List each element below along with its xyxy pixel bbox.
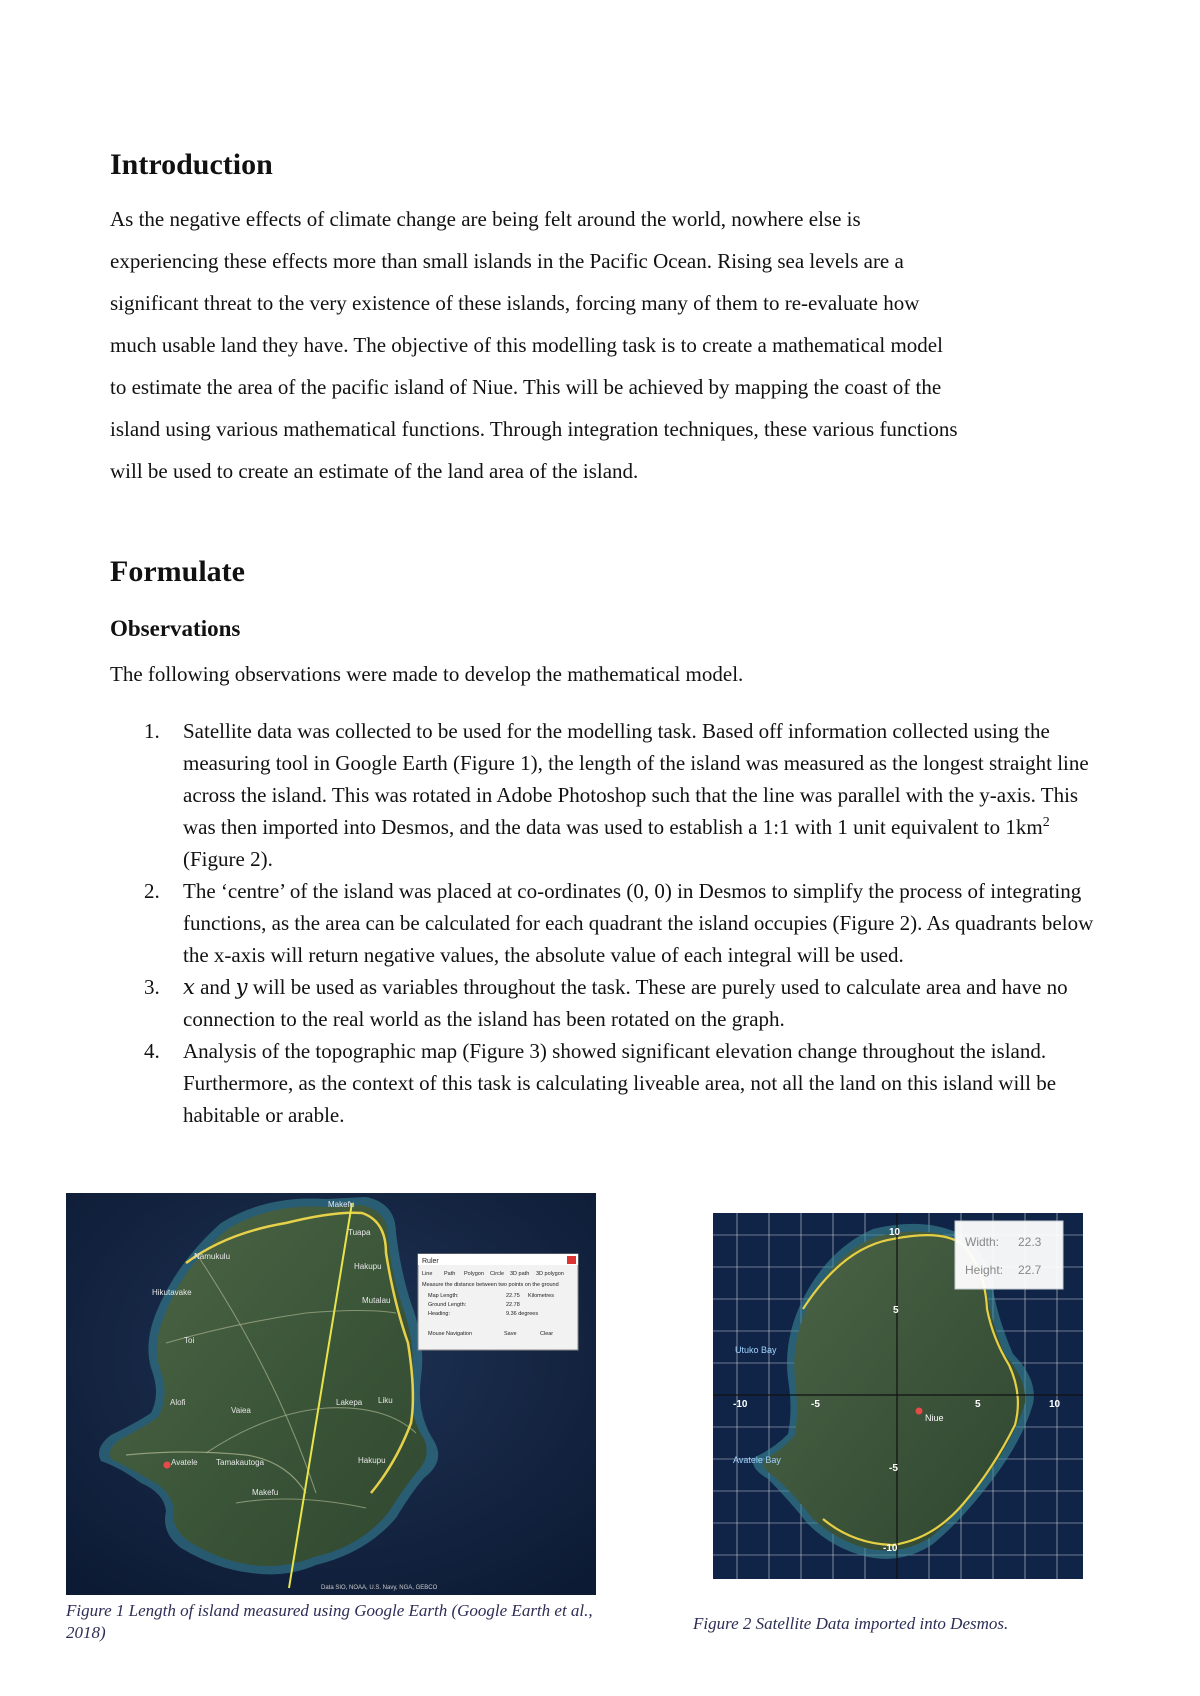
- bay-label: Utuko Bay: [735, 1345, 777, 1355]
- ruler-row-label: Map Length:: [428, 1293, 459, 1299]
- observations-lead: The following observations were made to develop the mathematical model.: [110, 662, 744, 686]
- dimensions-box: [955, 1221, 1063, 1289]
- place-label: Hikutavake: [152, 1288, 192, 1297]
- formulate-heading: Formulate: [110, 555, 245, 588]
- ruler-button[interactable]: Clear: [540, 1331, 554, 1337]
- place-label: Niue: [925, 1413, 944, 1423]
- place-label: Hakupu: [358, 1456, 386, 1465]
- height-label: Height:: [965, 1263, 1004, 1277]
- observation-text: will be used as variables throughout the task. These are purely used to calculate area and have no connection to the real world as the island has been rotated on the graph.: [183, 975, 1068, 1031]
- tick-label: 10: [889, 1227, 901, 1238]
- height-value: 22.7: [1018, 1263, 1042, 1277]
- ruler-tab[interactable]: Circle: [490, 1271, 505, 1277]
- ruler-button[interactable]: Save: [504, 1331, 517, 1337]
- ruler-tab[interactable]: Polygon: [464, 1271, 484, 1277]
- figure-2-image: [693, 1199, 1088, 1581]
- width-label: Width:: [965, 1235, 1000, 1249]
- list-number: 3.: [144, 975, 160, 999]
- place-label: Tuapa: [348, 1228, 371, 1237]
- place-label: Avatele: [171, 1458, 198, 1467]
- ruler-row-value: 22.75: [506, 1293, 520, 1299]
- list-number: 2.: [144, 879, 160, 903]
- intro-line: island using various mathematical functions. Through integration techniques, these various functions: [110, 417, 958, 441]
- location-pin: [164, 1462, 171, 1469]
- figure-1-caption: Figure 1 Length of island measured using Google Earth (Google Earth et al., 2018): [66, 1601, 593, 1642]
- place-label: Toi: [184, 1336, 195, 1345]
- map-attribution: Data SIO, NOAA, U.S. Navy, NGA, GEBCO: [321, 1585, 438, 1591]
- list-number: 1.: [144, 719, 160, 743]
- ruler-tab[interactable]: 3D polygon: [536, 1271, 564, 1277]
- ruler-button[interactable]: Mouse Navigation: [428, 1331, 473, 1337]
- intro-line: to estimate the area of the pacific island of Niue. This will be achieved by mapping the coast of the: [110, 375, 942, 399]
- ruler-row-label: Heading:: [428, 1311, 451, 1317]
- place-label: Namukulu: [194, 1252, 231, 1261]
- observation-text-end: (Figure 2).: [183, 847, 273, 871]
- introduction-paragraph: [110, 198, 1140, 492]
- observations-heading: Observations: [110, 616, 241, 641]
- superscript: 2: [1042, 815, 1050, 830]
- figure-2-caption: Figure 2 Satellite Data imported into Desmos.: [693, 1614, 1009, 1633]
- place-label: Hakupu: [354, 1262, 382, 1271]
- observation-text: The ‘centre’ of the island was placed at co-ordinates (0, 0) in Desmos to simplify the process of integrating functions, as the area can be calculated for each quadrant the island occupies (Figure 2). As quadrants below the x-axis will return negative values, the absolute value of each integral will be used.: [183, 879, 1094, 967]
- intro-line: significant threat to the very existence of these islands, forcing many of them to re-evaluate how: [110, 291, 920, 315]
- ruler-description: Measure the distance between two points on the ground: [422, 1282, 559, 1288]
- place-label: Makefu: [328, 1200, 355, 1209]
- ruler-row-value: 9.36 degrees: [506, 1311, 539, 1317]
- observation-item: [110, 971, 1100, 1035]
- ruler-tab[interactable]: Line: [422, 1271, 433, 1277]
- observation-text: Satellite data was collected to be used for the modelling task. Based off information collected using the measuring tool in Google Earth (Figure 1), the length of the island was measured as the longest straight line across the island. This was rotated in Adobe Photoshop such that the line was parallel with the y-axis. This was then imported into Desmos, and the data was used to establish a 1:1 with 1 unit equivalent to 1km: [183, 719, 1089, 839]
- figure-1-image: [66, 1193, 596, 1595]
- close-icon[interactable]: [567, 1256, 576, 1264]
- observation-text: Analysis of the topographic map (Figure 3) showed significant elevation change throughout the island. Furthermore, as the context of this task is calculating liveable area, not all the land on this island will be habitable or arable.: [183, 1039, 1057, 1127]
- intro-line: will be used to create an estimate of the land area of the island.: [110, 459, 639, 483]
- list-number: 4.: [144, 1039, 160, 1063]
- place-label: Makefu: [252, 1488, 279, 1497]
- variable-x: x: [183, 975, 195, 999]
- tick-label: 5: [893, 1305, 899, 1316]
- ruler-title: Ruler: [422, 1258, 439, 1265]
- tick-label: 5: [975, 1399, 981, 1410]
- variable-y: y: [235, 975, 248, 999]
- ruler-row-unit[interactable]: Kilometres: [528, 1293, 554, 1299]
- ruler-row-value: 22.78: [506, 1302, 520, 1308]
- place-label: Mutalau: [362, 1296, 391, 1305]
- introduction-heading: Introduction: [110, 148, 273, 181]
- place-label: Liku: [378, 1396, 393, 1405]
- location-pin: [916, 1408, 923, 1415]
- intro-line: much usable land they have. The objective of this modelling task is to create a mathematical model: [110, 333, 943, 357]
- ruler-dialog: [418, 1254, 578, 1350]
- bay-label: Avatele Bay: [733, 1455, 781, 1465]
- observation-item: [110, 875, 1100, 971]
- ruler-tab[interactable]: 3D path: [510, 1271, 530, 1277]
- place-label: Alofi: [170, 1398, 186, 1407]
- tick-label: -5: [811, 1399, 820, 1410]
- tick-label: -10: [733, 1399, 748, 1410]
- intro-line: As the negative effects of climate change are being felt around the world, nowhere else is: [110, 207, 861, 231]
- figure-2-desmos-graph: [693, 1199, 1088, 1581]
- observation-item: [110, 715, 1100, 875]
- place-label: Lakepa: [336, 1398, 363, 1407]
- width-value: 22.3: [1018, 1235, 1042, 1249]
- observations-list: [110, 715, 1100, 1131]
- observation-text-and: and: [194, 975, 236, 999]
- intro-line: experiencing these effects more than small islands in the Pacific Ocean. Rising sea levels are a: [110, 249, 904, 273]
- tick-label: -5: [889, 1463, 898, 1474]
- ruler-tab[interactable]: Path: [444, 1271, 456, 1277]
- figure-1-satellite-map: [66, 1193, 596, 1595]
- place-label: Vaiea: [231, 1406, 251, 1415]
- observation-item: [110, 1035, 1100, 1131]
- tick-label: 10: [1049, 1399, 1061, 1410]
- tick-label: -10: [883, 1543, 898, 1554]
- place-label: Tamakautoga: [216, 1458, 265, 1467]
- ruler-row-label: Ground Length:: [428, 1302, 467, 1308]
